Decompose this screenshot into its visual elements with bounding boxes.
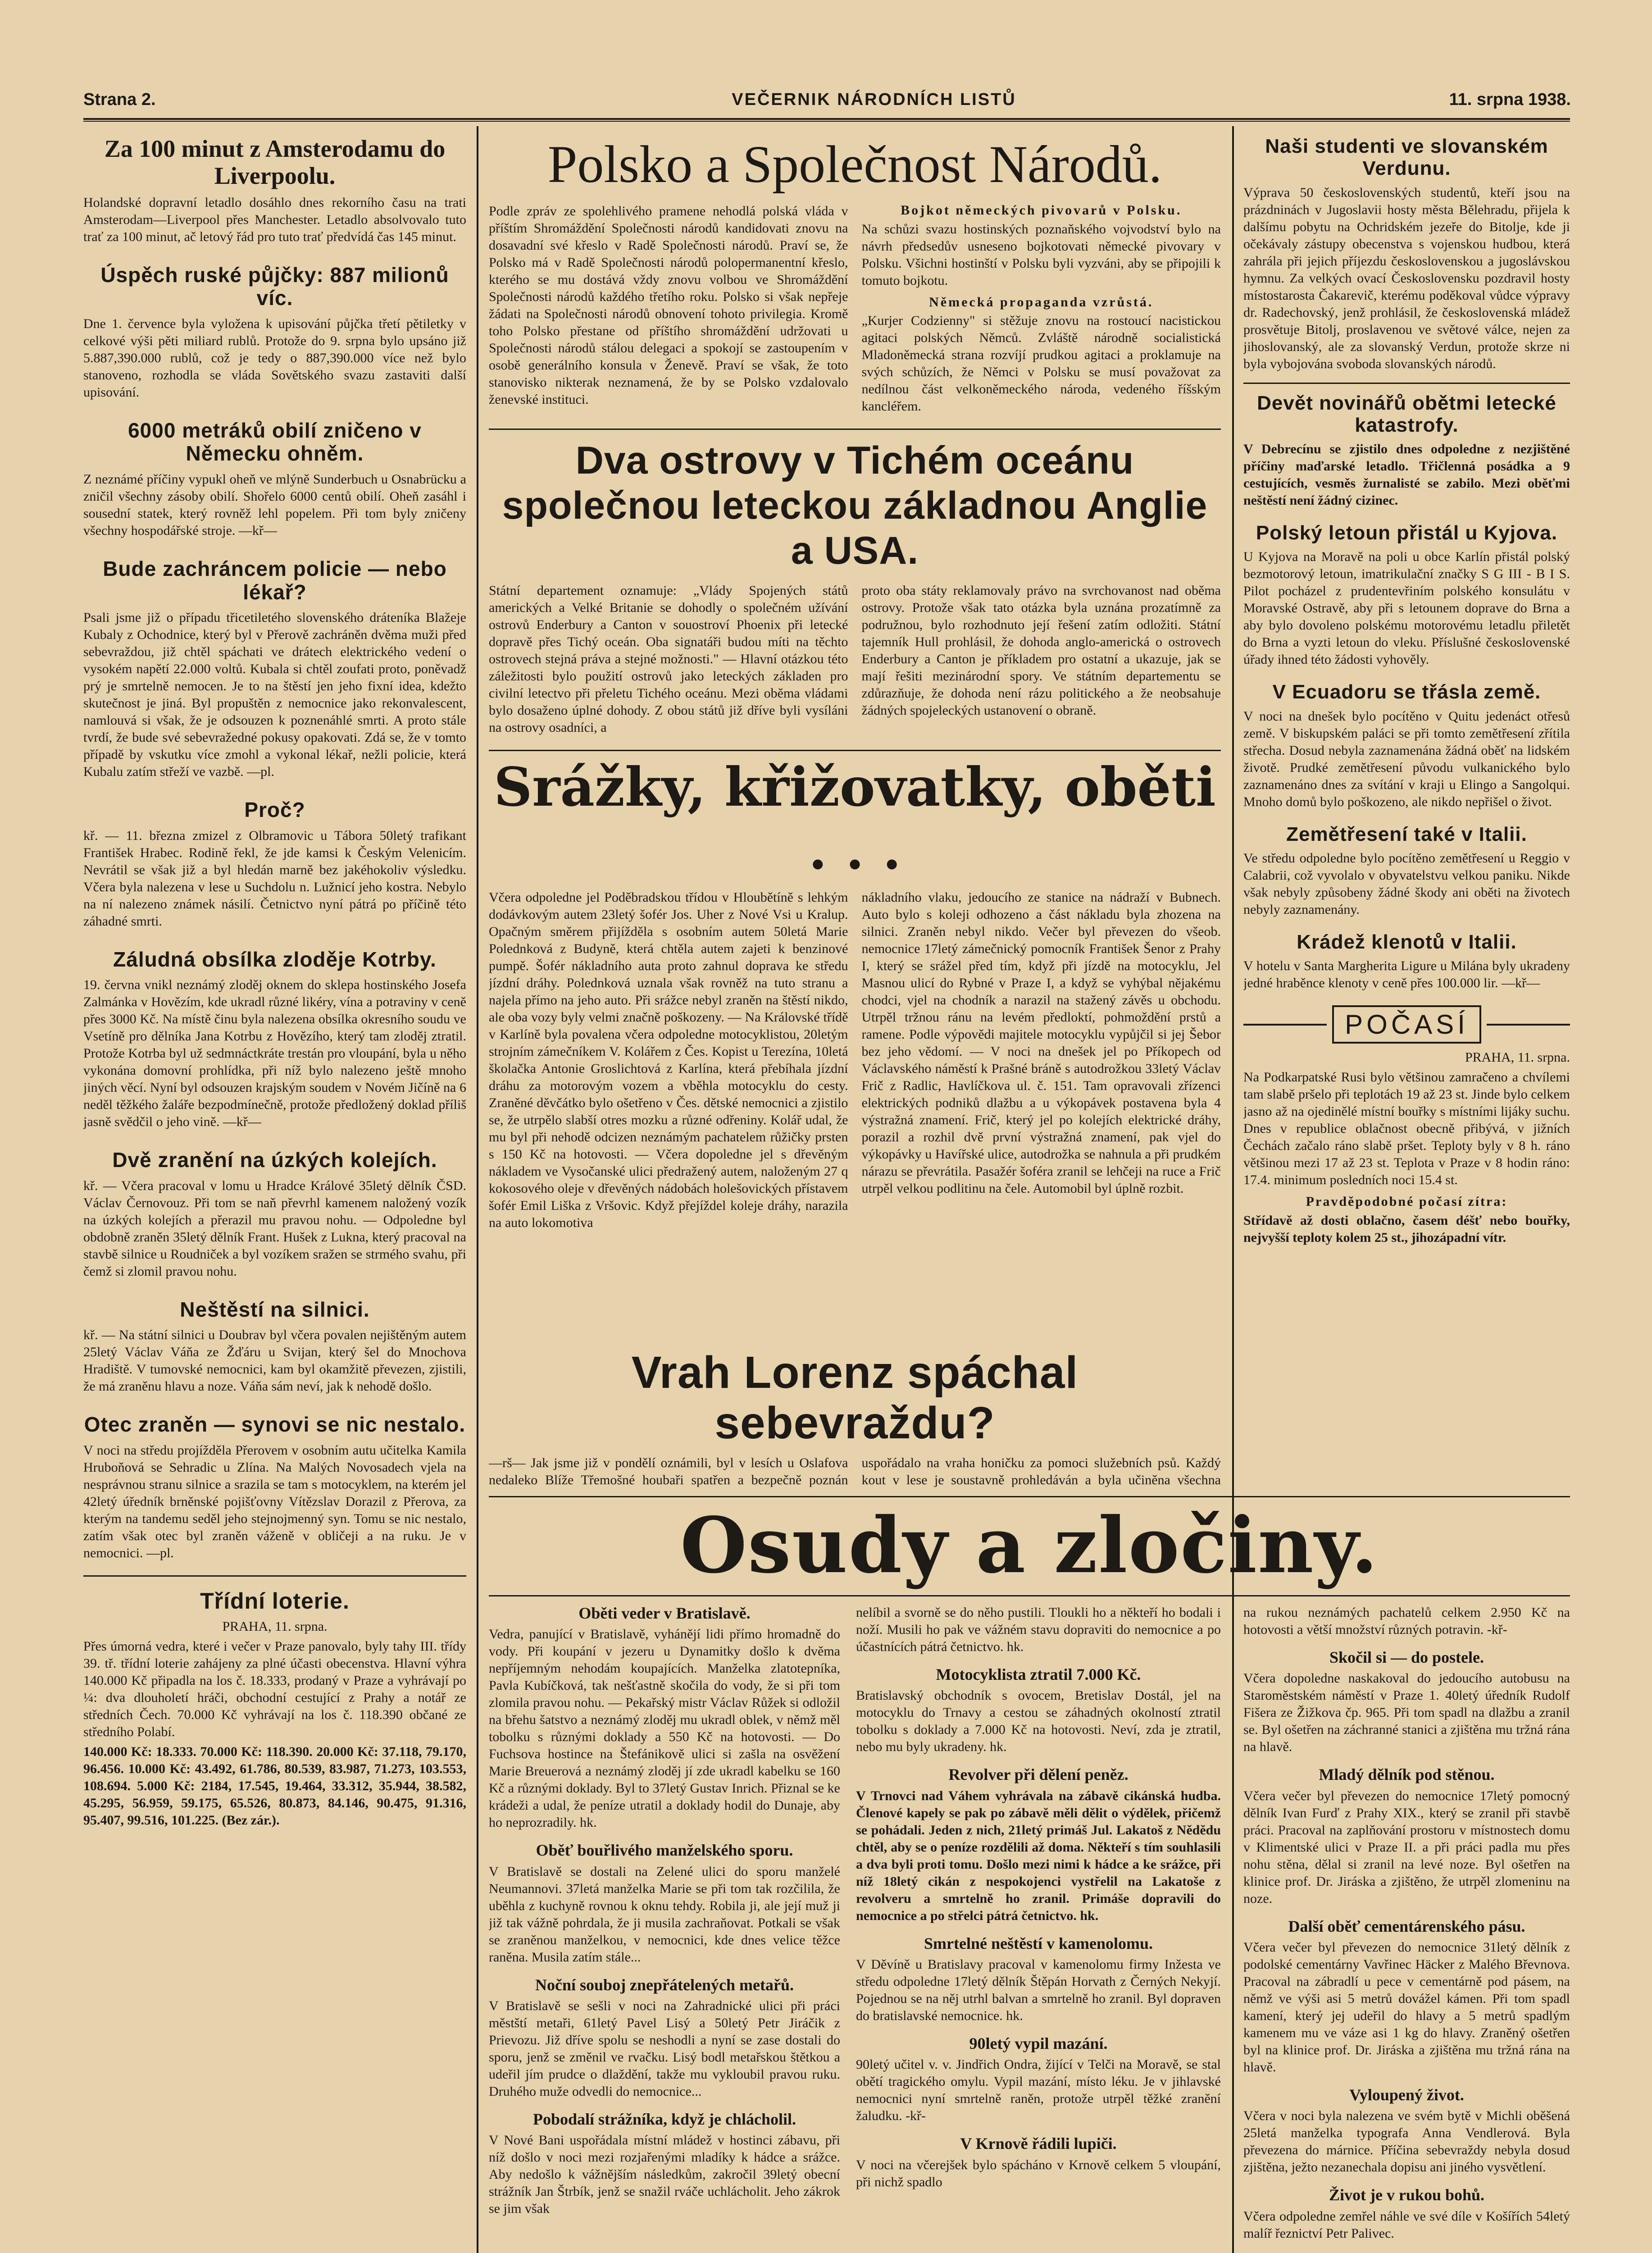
article-body: V hotelu v Santa Margherita Ligure u Milána byly ukradeny jedné hraběnce klenoty v ceně přes 100.000 lir. —kř— [1243,958,1570,991]
article-body: Z neznámé příčiny vypukl oheň ve mlýně Sunderbuch u Osnabrücku a zničil všechny zásoby obilí. Shořelo 6000 centů obilí. Oheň zasáhl i sousední statek, který rovněž lehl popelem. Při tom byly zničeny všechny hospodářské stroje. —kř— [83,472,466,538]
article-body: „Kurjer Codzienny" si stěžuje znovu na rostoucí nacistickou agitaci polských Němců. Zvláště národně socialistická Mladoněmecká strana rozvíjí prudkou agitaci a proklamuje na svých schůzích, že Němci v Polsku se musí považovat za nedílnou část velkoněmeckého národa, vedeného říšským kancléřem. [861,313,1221,414]
article-title: Pobodalí strážníka, když je chlácholil. [532,2110,796,2128]
article-title: Život je v rukou bohů. [1329,2186,1485,2204]
rule [1243,1024,1327,1026]
article-body: Včera odpoledne jel Poděbradskou třídou v Hloubětíně s lehkým dodávkovým autem 23letý šofér Jos. Uher z Nové Vsi u Kralup. Opačným směrem přijížděla s osobním autem 50letá Marie Polednková z Budyně, která chtěla autem zajeti k benzinové pumpě. Šofér nákladního auta proto zahnul doprava ke středu jízdní dráhy. Polednková uznala však rovněž na tuto stranu a najela přímo na jeho auto. Při srážce nebyl zraněn na štěstí nikdo, ale oba vozy byly velmi značně poškozeny. — Na Královské třídě v Karlíně byla povalena včera odpoledne motocyklistou, 20letým strojním zámečníkem V. Kolářem z Čes. Kopist u Terezína, 10letá školačka Antonie Groslichtová z Karlína, která přebíhala jízdní dráhu za motorovým vozem a vběhla motocyklu do cesty. Zraněné děvčátko bylo ošetřeno v Čes. dětské nemocnici a zjistilo se, že utrpělo slabší otres mozku a různé odřeniny. Kolář udal, že mu byl při nehodě odcizen neznámým pachatelem růžičky prsten s 150 Kč na hotovosti. — Včera dopoledne jel s dřevěným nákladem ve Vysočanské ulici předražený autem, naloženým 27 q kokosového oleje v dřevěných nádobách holešovických přístavem šofér Emil Liška z Vršovic. Když přejíždel koleje dráhy, narazila na auto lokomotiva [489,890,848,1231]
article-body: 19. června vnikl neznámý zloděj oknem do sklepa hostinského Josefa Zalmánka v Hovězím, kde ukradl různé likéry, vína a potraviny v ceně přes 3000 Kč. Na místě činu byla nalezena obsílka okresního soudu ve Vsetíně pro dělníka Jana Kotrbu z Hovězího, který tam zloděj ztratil. Protože Kotrba byl už sedmnáctkráte trestán pro vloupání, byla u něho vykonána domovní prohlídka, při níž bylo nalezeno ještě mnoho jiných věcí. Nyní byl odsouzen krajským soudem v Novém Jičíně na 6 neděl těžkého žaláře bezpodmínečně, protože předložený doklad příliš jasně svědčil o jeho vině. —kř— [83,977,466,1130]
article-title: Devět novinářů obětmi letecké katastrofy. [1257,392,1556,436]
article-title: Třídní loterie. [200,1588,350,1614]
article-body: kř. — Na státní silnici u Doubrav byl včera povalen nejištěným autem 25letý Václav Váňa ze Žďáru u Svijan, který šel do Mnochova Hradiště. V tumovské nemocnici, kam byl okamžitě převezen, zjistili, že má zraněnu hlavu a noze. Váňa sám neví, jak k nehodě došlo. [83,1327,466,1394]
subhead: Německá propaganda vzrůstá. [929,294,1154,310]
weather-body: Na Podkarpatské Rusi bylo většinou zamračeno a chvílemi tam slabě pršelo při teplotách 19 až 23 st. Jinde bylo celkem jasno až na ojedinělé místní bouřky s místními lijáky suchu. Dnes v republice oblačnost obecně přibývá, v jižních Čechách začalo ráno slabě pršet. Teploty byly v 8 h. ráno většinou mezi 17 až 23 st. Teplota v Praze v 8 hodin ráno: 17.4. minimum posledních noci 15.4 st. [1243,1070,1570,1188]
article-body: Vedra, panující v Bratislavě, vyhánějí lidi přímo hromadně do vody. Při koupání v jezeru u Dynamitky došlo k dvěma nepříjemným nehodám koupajících. Manželka zlatotepníka, Pavla Kubíčková, tak nešťastně skočila do vody, že si při tom zlomila pravou nohu. — Pekařský mistr Václav Růžek si odložil na břehu šatstvo a neznámý zloděj mu ukradl oblek, v němž měl tobolku s různými doklady a 550 Kč na hotovosti. — Do Fuchsova hostince na Štefánikově ulici si zašla na osvěžení Marie Breuerová a neznámý zloděj jí zde ukradl kabelku se 160 Kč a různými doklady. Byl to 37letý Gustav Inrich. Přiznal se ke krádeži a udal, že peníze utratil a doklady hodil do Dunaje, aby ho neprozradily. hk. [489,1627,840,1830]
article-body: V Děvíně u Bratislavy pracoval v kamenolomu firmy Inžesta ve středu odpoledne 17letý dělník Štěpán Horvath z Černých Nekyjí. Pojednou se na něj utrhl balvan a smrtelně ho zranil. Byl dopraven do bratislavské nemocnice. hk. [856,1957,1221,2023]
separator [83,1575,466,1577]
article-body: Včera odpoledne zemřel náhle ve své díle v Košířích 54letý malíř řeznictví Petr Palivec. [1243,2208,1570,2241]
separator [489,429,1221,430]
article-title: V Krnově řádili lupiči. [960,2134,1117,2153]
masthead: VEČERNIK NÁRODNÍCH LISTŮ [732,90,1016,109]
article-body: Dne 1. července byla vyložena k upisování půjčka třetí pětiletky v celkové výši pěti miliard rublů. Protože do 9. srpna bylo upsáno již 5.887,390.000 rublů, což je tedy o 887,390.000 více než bylo stanoveno, rozhodla se vláda Sovětského svazu zastaviti další upisování. [83,316,466,400]
page-number: Strana 2. [83,90,156,109]
headline-srazky: Srážky, křižovatky, oběti . . . [494,756,1216,882]
headline-lorenz: Vrah Lorenz spáchal sebevraždu? [631,1347,1079,1448]
separator [489,1595,1570,1596]
headline-polsko: Polsko a Společnost Národů. [547,135,1162,194]
article-body: V Bratislavě se dostali na Zelené ulici do sporu manželé Neumannovi. 37letá manželka Marie se při tom tak rozčilila, že uběhla z kuchyně rovnou k oknu tehdy. Robila ji, ale její muž ji již tak vážně pohrdala, že ji musila zachraňovat. Potkali se však se zraněnou manželkou, v nemocnici, kde dnes velice těžce raněna. Musila zatím stále... [489,1864,840,1965]
article-title: Bude zachráncem policie — nebo lékař? [103,557,447,604]
article-title: Oběť bouřlivého manželského sporu. [536,1841,793,1860]
weather-title: POČASÍ [1332,1005,1481,1044]
article-body: V Debrecínu se zjistilo dnes odpoledne z nezjištěné příčiny maďarské letadlo. Třičlenná posádka a 9 cestujících, vesměs žurnalisté se zabilo. Mezi oběťmi neštěstí není žádný cizinec. [1243,442,1570,508]
article-body: 90letý učitel v. v. Jindřich Ondra, žijící v Telči na Moravě, se stal obětí tragického omylu. Vypil mazání, místo léku. Je v jihlavské nemocnici nyní smrtelně raněn, protože utrpěl těžké zranění žaludku. -kř- [856,2057,1221,2124]
article-title: Vyloupený život. [1349,2085,1464,2104]
headline-osudy: Osudy a zločiny. [680,1500,1379,1591]
article-body: Státní departement oznamuje: „Vlády Spojených států amerických a Velké Britanie se dohodly o společném užívání ostrovů Enderbury a Canton v souostroví Phoenix při letecké dopravě přes Tichý oceán. Oba signatáři budou míti na těchto ostrovech stejná práva a stejné možnosti." — Hlavní otázkou této záležitosti bylo použití ostrovů jako leteckých základen pro civilní letectvo při přeletu Tichého oceánu. Mezi oběma vládami bylo dosaženo úplné dohody. Z obou států již dříve byli vysíláni na ostrovy osadníci, a [489,583,848,735]
article-body: Včera dopoledne naskakoval do jedoucího autobusu na Staroměstském náměstí v Praze 1. 40letý úředník Rudolf Fišera ze Žižkova čp. 965. Při tom spadl na dlažbu a zranil se. Byl ošetřen na záchranné stanici a zjištěna mu tržná rána na hlavě. [1243,1671,1570,1755]
article-columns [489,1455,1221,1487]
article-polsko [489,203,1221,415]
dateline: PRAHA, 11. srpna. [222,1619,328,1634]
lottery-results: 140.000 Kč: 18.333. 70.000 Kč: 118.390. 20.000 Kč: 37.118, 79.170, 96.456. 10.000 Kč: 43.492, 61.786, 80.539, 83.987, 71.273, 103.553, 108.694. 5.000 Kč: 2184, 17.545, 19.464, 33.312, 35.944, 38.582, 45.295, 56.959, 59.175, 65.526, 80.873, 84.146, 90.475, 91.316, 95.407, 99.516, 101.225. (Bez zár.). [83,1744,466,1828]
article-title: Krádež klenotů v Italii. [1297,930,1517,953]
article-title: Noční souboj znepřátelených metařů. [535,1975,794,1994]
article-sidebar [862,203,1221,415]
article-body: U Kyjova na Moravě na poli u obce Karlín přistál polský bezmotorový letoun, imatrikulační značky S G III - B I S. Pilot pocházel z prudentevřiním polského konsulátu v Moravské Ostravě, aby při s letounem doprave do Brna a aby bylo dovoleno polskému motorovému letadlu přiletět do Brna a vyzti letoun do vleku. Příslušné československé úřady ihned této žádosti vyhověly. [1243,549,1570,667]
column-osudy-1 [489,1604,840,2253]
article-title: Mladý dělník pod stěnou. [1319,1765,1495,1784]
article-title: Oběti veder v Bratislavě. [578,1604,751,1622]
separator [489,1496,1570,1497]
article-title: 90letý vypil mazání. [969,2034,1108,2052]
separator [1243,383,1570,384]
issue-date: 11. srpna 1938. [1449,90,1571,109]
article-title: V Ecuadoru se třásla země. [1272,681,1541,703]
subhead: Bojkot německých pivovarů v Polsku. [901,203,1182,218]
article-title: Neštěstí na silnici. [180,1297,370,1321]
article-body: nákladního vlaku, jedoucího ze stanice na nádraží v Bubnech. Auto bylo s koleji odhozeno a část nákladu byla zhozena na silnici. Zraněn nebyl nikdo. Večer byl převezen do všeob. nemocnice 17letý zámečnický pomocník František Šenor z Prahy I, který se srážel před tím, když při jízdě na motocyklu, Jel Masnou ulicí do Rybné v Praze I, a když se vyhýbal nějakému chodci, vjel na chodník a narazil na stažený závěs u obchodu. Utrpěl tržnou ránu na levém předloktí, pohmoždění prstů a ramene. Podle výpovědi majitele motocyklu vypůjčil si jej Šebor bez jeho vědomí. — V noci na dnešek jel po Příkopech od Václavského náměstí k Prašné bráně s autodrožkou 33letý Václav Frič z Radlic, Havlíčkova ul. č. 151. Tam opravovali zřízenci elektrických podniků dlažbu a u výkopávek postavena byla 4 výstražná znamení. Frič, který jel po kolejích elektrické dráhy, porazil a rozhil dvě první výstražná znamení, pak vjel do výkopávky u Havířské ulice, autodrožka se nahnula a při prudkém nárazu se převrátila. Pasažér šoféra zranil se lehčeji na ruce a Frič utrpěl velkou podlitinu na čele. Automobil byl úplně rozbit. [861,890,1221,1196]
rule [1487,1024,1570,1026]
article-body: proto oba státy reklamovaly právo na svrchovanost nad oběma ostrovy. Protože však tato otázka byla uznána prozatímně za podružnou, bylo rozhodnuto její řešení zatím odložiti. Státní tajemník Hull prohlásil, že dohoda anglo-americká o ostrovech Enderbury a Canton je příkladem pro ostatní a ukazuje, jak se mají řešiti mezinárodní spory. Ve státním departementu se zdůrazňuje, že dohoda není rázu politického a že neobsahuje žádných spojeleckých ustanovení o obraně. [861,583,1221,718]
article-body: V Bratislavě se sešli v noci na Zahradnické ulici při práci městští metaři, 61letý Pavel Lisý a 50letý Petr Jiráčik z Prievozu. Již dříve spolu se neshodli a nyní se zase dostali do sporu, jenž se změnil ve rvačku. Lisý bodl metařskou štětkou a udeřil jím prudce o dlaždění, takže mu vykloubil pravou ruku. Druhého muže odvedli do nemocnice... [489,1998,840,2099]
article-body: —rš— Jak jsme již v pondělí oznámili, byl v lesích u Oslafova nedaleko Blíže Třemošné houbaři spatřen a bezpečně poznán [489,1455,848,1487]
article-body: Ve středu odpoledne bylo pocítěno zemětřesení u Reggio v Calabrii, což vyvolalo v obyvatelstvu velkou paniku. Nikde však nebyly způsobeny žádné škody ani oběti na životech nebyly zaznamenány. [1243,850,1570,917]
article-body: Včera večer byl převezen do nemocnice 17letý pomocný dělník Ivan Furď z Prahy XIX., který se zranil při stavbě práci. Pracoval na zaplňování prostoru v místnostech domu v Klimentské ulici v Praze II. a při práci padla mu přes nohu stěna, dělal si zranil na levé noze. Byl ošetřen na klinice prof. Dr. Jiráska a zjištěno, že utrpěl zlomeninu na noze. [1243,1788,1570,1906]
article-title: Polský letoun přistál u Kyjova. [1256,522,1558,544]
column-osudy-2 [856,1604,1221,2253]
article-srazky [489,889,1221,1231]
article-title: Naši studenti ve slovanském Verdunu. [1265,135,1548,180]
article-body: V noci na dnešek bylo pocítěno v Quitu jedenáct otřesů země. V biskupském paláci se při tomto zemětřesení zřítila střecha. Dosud nebyla zaznamenána žádná oběť na lidském životě. Prudké zemětřesení původu vulkanického bylo zaznamenáno dnes za svítání v kraji u Elingo a Sangolqui. Mnoho domů bylo poškozeno, ale nikdo nepřišel o život. [1243,708,1570,809]
article-body: V Trnovci nad Váhem vyhrávala na zábavě cikánská hudba. Členové kapely se pak po zábavě měli dělit o výdělek, přičemž se pohádali. Jeden z nich, 21letý primáš Jul. Lakatoš z Nědědu chtěl, aby se o peníze rozdělili až doma. Někteří s tím souhlasili a dva byli proti tomu. Došlo mezi nimi k hádce a ke srážce, při níž 18letý cikán z nespokojenci vystřelil na Lakatoše z revolveru a smrtelně ho zranil. Primáše dopravili do nemocnice a po střelci pátrá četnictvo. hk. [856,1788,1221,1923]
article-body: Na schůzi svazu hostinských poznaňského vojvodství bylo na návrh předsedův usneseno bojkotovati německé pivovary v Polsku. Všichni hostinští v Polsku byli vyzváni, aby se připojili k tomuto bojkotu. [861,221,1221,288]
article-title: 6000 metráků obilí zničeno v Německu ohněm. [128,418,422,465]
article-body: V noci na středu projížděla Přerovem v osobním autu učitelka Kamila Hruboňová se Sehradic u Zlína. Na Malých Novosadech vjela na nesprávnou stranu silnice a srazila se tam s motocyklem, na kterém jel 42letý úředník brněnské pojišťovny Vítězslav Dorazil z Přerova, za kterým na tandemu seděl jeho stejnojmenný syn. Tomu se nic nestalo, zatím však otec byl zraněn váženě v obličeji a na ruku. Je v nemocnici. —pl. [83,1442,466,1560]
article-body: Včera večer byl převezen do nemocnice 31letý dělník z podolské cementárny Vavřinec Häcker z Malého Břevnova. Pracoval na zábradlí u pece v cementárně pod pásem, na němž ve výši asi 5 metrů dovážel kámen. Při tom spadl kamení, který jej udeřil do hlavy a 5 metrů spadlým kamenem mu ve váze asi 1 kg do hlavy. Zraněný ošetřen byl na klinice prof. Dr. Jiráska a zjištěna mu tržná rána na hlavě. [1243,1939,1570,2075]
article-lorenz [489,1347,1221,1487]
article-title: Otec zraněn — synovi se nic nestalo. [84,1413,466,1437]
column-center [489,135,1221,1370]
article-title: Úspěch ruské půjčky: 887 milionů víc. [100,263,449,310]
column-right-lower [1243,1604,1570,2253]
article-body: V noci na včerejšek bylo spácháno v Krnově celkem 5 vloupání, při nichž spadlo [856,2157,1221,2189]
article-body: uspořádalo na vraha honičku za pomoci služebních psů. Každý kout v lese je soustavně prohledáván a byla učiněna všechna [861,1455,1221,1487]
article-body: nelíbil a svorně se do něho pustili. Tloukli ho a někteří ho bodali i noží. Musili ho pak ve vážném stavu dopraviti do nemocnice a po účastnících pátrá četnictvo. hk. [856,1605,1221,1654]
column-rule-1 [477,126,478,2253]
dateline: PRAHA, 11. srpna. [1465,1050,1570,1065]
article-title: Záludná obsílka zloděje Kotrby. [113,947,437,971]
article-body: kř. — Včera pracoval v lomu u Hradce Králové 35letý dělník ČSD. Václav Černovouz. Při tom se naň převrhl kamenem naložený vozík na úzkých kolejích a přerazil mu pravou nohu. — Odpoledne byl obdobně zraněn 35letý dělník Frant. Hušek z Lukna, který pracoval na stavbě silnice u Roudniček a byl vozíkem sražen se strmého svahu, při čemž si zlomil pravou nohu. [83,1178,466,1279]
article-body: Holandské dopravní letadlo dosáhlo dnes rekorního času na trati Amsterodam—Liverpool přes Manchester. Letadlo absolvovalo tuto trať za 100 minut, ač letový řád pro tuto trať předvídá čas 145 minut. [83,195,466,244]
article-ostrovy [489,582,1221,736]
article-body: Včera v noci byla nalezena ve svém bytě v Michli oběšená 25letá manželka typografa Anna Vendlerová. Byla převezena do márnice. Příčina sebevraždy nebyla dosud zjištěna, ježto nezanechala dopisu ani jiného vysvětlení. [1243,2108,1570,2175]
article-body: Psali jsme již o případu třicetiletého slovenského dráteníka Blažeje Kubaly z Ochodnice, který byl v Přerově zachráněn dvěma muži před sebevraždou, již chtěl spáchati ve drátech elektrického vedení o vysokém napětí 22.000 voltů. Kubala si chtěl zoufati proto, poněvadž prý je smrtelně nemocen. Je to na štěstí jen jeho fixní idea, kdežto skutečnost je jiná. Byl propuštěn z nemocnice jako rekonvalescent, namlouvá si však, že je odsouzen k poznenáhlé smrti. A proto stále tvrdí, že bude své sebevražedné pokusy opakovati. Zdá se, že v tomto případě by vskutku více zmohl a vykonal lékař, nežli policie, která Kubalu zatím střeží ve vazbě. —pl. [83,610,466,780]
article-body: Přes úmorná vedra, které i večer v Praze panovalo, byly tahy III. třídy 39. tř. třídní loterie zahájeny za plné účasti obecenstva. Hlavní výhra 140.000 Kč připadla na los č. 18.333, prodaný v Praze a vyhrávají po ¼: dva dlouholetí hráči, obchodní cestující z Prahy a notář ze středních Čech. 70.000 Kč vyhrávají na los č. 118.390 občané ze středního Polabí. [83,1638,466,1739]
article-title: Za 100 minut z Amsterodamu do Liverpoolu. [104,135,446,190]
article-title: Další oběť cementárenského pásu. [1288,1917,1525,1935]
article-body: Bratislavský obchodník s ovocem, Bretislav Dostál, jel na motocyklu do Trnavy a cestou se záhadných okolností ztratil tobolku s doklady a 7.000 Kč na hotovosti. Neví, zda je ztratil, nebo mu byly ukradeny. hk. [856,1688,1221,1755]
article-body: na rukou neznámých pachatelů celkem 2.950 Kč na hotovosti a větší množství různých potravin. -kř- [1243,1605,1570,1637]
separator [489,750,1221,751]
article-body: V Nové Bani uspořádala místní mládež v hostinci zábavu, při níž došlo v noci mezi rozjařenými mladíky k hádce a srážce. Aby nedošlo k vážnějším následkům, zakročil 39letý obecní strážník Jan Štrbík, jenž se snažil rváče uchlácholit. Jeho zákrok se jim však [489,2133,840,2217]
article-title: Skočil si — do postele. [1329,1648,1484,1666]
forecast-title: Pravděpodobné počasí zítra: [1306,1194,1508,1209]
weather-heading [1243,1005,1570,1044]
article-title: Dvě zranění na úzkých kolejích. [112,1148,437,1172]
header-rule-thin [83,121,1570,122]
article-title: Revolver při dělení peněz. [948,1765,1129,1784]
article-body: Výprava 50 československých studentů, kteří jsou na prázdninách v Jugoslavii hosty města Bělehradu, přijela k dalšímu pobytu na Ochridském jezeře do Bitolje, kde ji očekávaly zástupy obecenstva s vojenskou hudbou, která zahrála při jejich příjezdu československou a jugoslávskou hymnu. Za velkých ovací Československu pozdravil hosty místostarosta Čakarevič, kterému poděkoval vůdce výpravy dr. Radechovský, jenž prohlásil, že československá mládež prosvětuje Bitolj, proslavenou ve světové válce, nejen za jihoslovanský, ale za slovanský Verdun, protože skrze ni byla vybojována svoboda slovanských národů. [1243,185,1570,371]
headline-ostrovy: Dva ostrovy v Tichém oceánu společnou leteckou základnou Anglie a USA. [502,439,1208,573]
article-body: kř. — 11. března zmizel z Olbramovic u Tábora 50letý trafikant František Hrabec. Rodině řekl, že jde kamsi k Českým Velenicím. Nevrátil se však již a byl hledán marně bez jakéhokoliv výsledku. Včera byla nalezena v lese u Suchdolu n. Lužnicí jeho kostra. Nebylo na ní nalezeno známek násilí. Četnictvo nyní pátrá po příčině této záhadné smrti. [83,828,466,929]
forecast-body: Střídavě až dosti oblačno, časem déšť nebo bouřky, nejvyšší teploty kolem 25 st., jihozápadní vítr. [1243,1213,1570,1245]
article-title: Zemětřesení také v Italii. [1286,823,1527,845]
column-right [1243,135,1570,1487]
header-rule [83,118,1570,120]
article-body: Podle zpráv ze spolehlivého pramene nehodlá polská vláda v příštím Shromáždění Společnosti národů kandidovati znovu na dosavadní své křeslo v Radě Společnosti národů. Praví se, že Polsko má v Radě Společnosti národů polopermanentní křeslo, kterého se mu dostává vždy znovu volbou ve Shromáždění Společnosti národů každého třetího roku. Polsko si však nepřeje žádati na Společnosti národů obnovení tohoto privilegia. Kromě toho Polsko přestane od příštího shromáždění udržovati u Společnosti národů stálou delegaci a spokojí se zastoupením v osobě generálního konsula v Ženevě. Praví se však, že toto stanovisko nikterak neznamená, že by se Polsko vzdalovalo ženevské instituci. [489,204,848,407]
column-left [83,135,466,2253]
article-title: Proč? [244,798,305,822]
article-title: Smrtelné neštěstí v kamenolomu. [924,1934,1153,1952]
article-title: Motocyklista ztratil 7.000 Kč. [936,1665,1141,1683]
column-rule-2 [1232,126,1234,2253]
